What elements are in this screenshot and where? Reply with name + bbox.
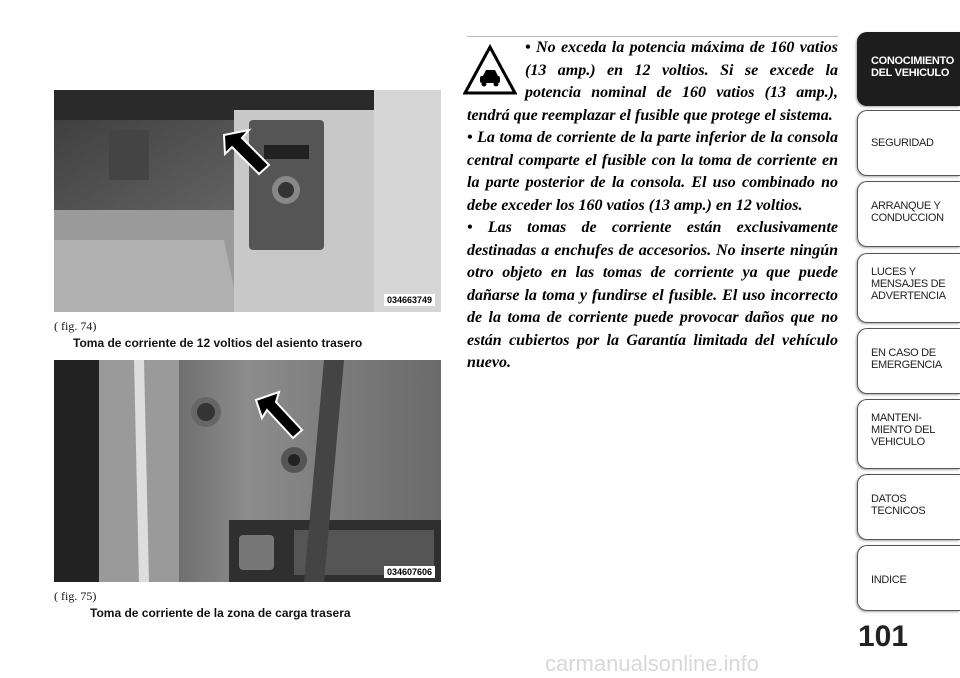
tab-en-caso-de-emergencia[interactable]: EN CASO DE EMERGENCIA: [857, 328, 960, 394]
tab-conocimiento-del-vehiculo[interactable]: CONOCIMIENTO DEL VEHICULO: [857, 32, 960, 106]
figure-75-photo: [54, 360, 441, 582]
figure-74-photo: [54, 90, 441, 312]
figure-caption: Toma de corriente de la zona de carga trasera: [90, 606, 351, 620]
tab-arranque-y-conduccion[interactable]: ARRANQUE Y CONDUCCION: [857, 181, 960, 247]
figure-code: 034607606: [384, 566, 435, 578]
watermark: carmanualsonline.info: [545, 651, 760, 676]
figure-code: 034663749: [384, 294, 435, 306]
tab-datos-tecnicos[interactable]: DATOS TECNICOS: [857, 474, 960, 540]
figure-caption: Toma de corriente de 12 voltios del asiento trasero: [73, 336, 363, 350]
warning-paragraph: • Las tomas de corriente están exclusivamente destinadas a enchufes de accesorios. No inserte ningún otro objeto en las tomas de corriente ya que puede dañarse la toma y fundirse el fusible. El uso incorrecto de la toma de corriente puede provocar daños que no están cubiertos por la Garantía limitada del vehículo nuevo.: [467, 219, 838, 371]
tab-luces-y-mensajes[interactable]: LUCES Y MENSAJES DE ADVERTENCIA: [857, 253, 960, 323]
warning-text: [467, 37, 838, 375]
tab-indice[interactable]: INDICE: [857, 545, 960, 611]
chapter-sidebar: [857, 0, 960, 678]
figure-number: ( fig. 75): [54, 589, 97, 603]
warning-paragraph: • No exceda la potencia máxima de 160 vatios (13 amp.) en 12 voltios. Si se excede la potencia nominal de 160 vatios (13 amp.), tendrá que reemplazar el fusible que protege el sistema.: [467, 39, 838, 124]
page-number: 101: [858, 620, 909, 653]
warning-paragraph: • La toma de corriente de la parte inferior de la consola central comparte el fusible con la toma de corriente en la parte posterior de la consola. El uso combinado no debe exceder los 160 vatios (13 amp.) en 12 voltios.: [467, 129, 838, 214]
tab-mantenimiento-del-vehiculo[interactable]: MANTENI- MIENTO DEL VEHICULO: [857, 399, 960, 469]
figure-number: ( fig. 74): [54, 319, 97, 333]
tab-seguridad[interactable]: SEGURIDAD: [857, 110, 960, 176]
